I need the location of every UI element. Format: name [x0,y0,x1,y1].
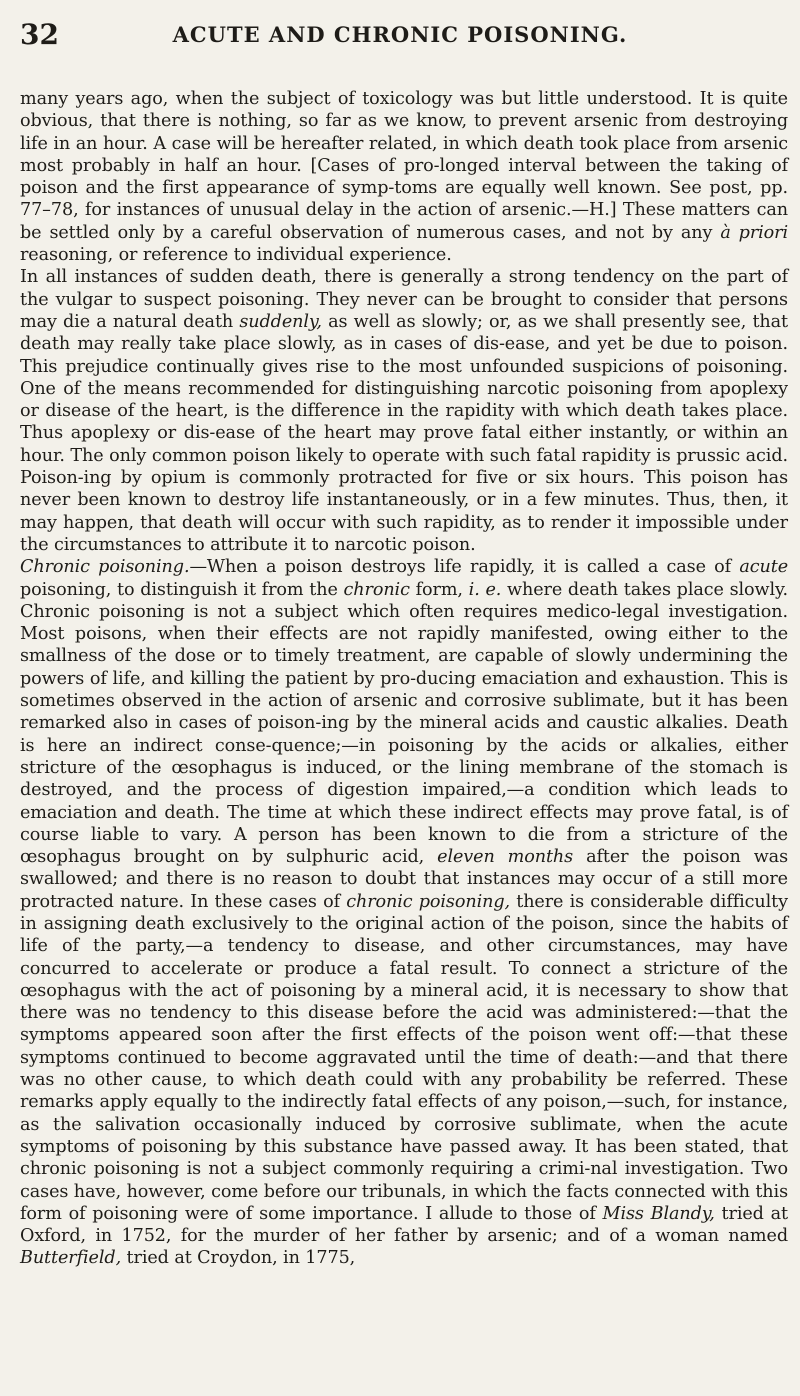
paragraph [20,266,788,556]
italic-text: i. e. [468,579,502,600]
text-run: as well as slowly; or, as we shall presently see, that death may really take place slowly, as in cases of dis-ease, and yet be due to poison. This prejudice continually gives rise to the most unfounded suspicions of poisoning. One of the means recommended for distinguishing narcotic poisoning from apoplexy or disease of the heart, is the difference in the rapidity with which death takes place. Thus apoplexy or dis-ease of the heart may prove fatal either instantly, or within an hour. The only common poison likely to operate with such fatal rapidity is prussic acid. Poison-ing by opium is commonly protracted for five or six hours. This poison has never been known to destroy life instantaneously, or in a few minutes. Thus, then, it may happen, that death will occur with such rapidity, as to render it impossible under the circumstances to attribute it to narcotic poison. [20,311,789,555]
text-run: poisoning, to distinguish it from the [20,579,344,600]
paragraph [20,88,788,266]
page-number: 32 [20,18,59,51]
italic-text: Chronic poisoning. [20,557,190,578]
italic-text: chronic poisoning, [346,891,510,912]
text-run: where death takes place slowly. Chronic poisoning is not a subject which often requires medico-legal investigation. Most poisons, when their effects are not rapidly manifested, owing either to the smallness of the dose or to timely treatment, are capable of slowly undermining the powers of life, and killing the patient by pro-ducing emaciation and exhaustion. This is sometimes observed in the action of arsenic and corrosive sublimate, but it has been remarked also in cases of poison-ing by the mineral acids and caustic alkalies. Death is here an indirect conse-quence;—in poisoning by the acids or alkalies, either stricture of the œsophagus is induced, or the lining membrane of the stomach is destroyed, and the process of digestion impaired,—a condition which leads to emaciation and death. The time at which these indirect effects may prove fatal, is of course liable to vary. A person has been known to die from a stricture of the œsophagus brought on by sulphuric acid, [20,579,789,868]
italic-text: acute [739,557,788,578]
running-title: ACUTE AND CHRONIC POISONING. [172,22,628,47]
text-run: reasoning, or reference to individual experience. [20,245,452,266]
italic-text: Miss Blandy, [602,1203,715,1224]
paragraph [20,556,788,1270]
text-run: tried at Croydon, in 1775, [121,1248,356,1269]
text-run: In all instances of sudden death, there is generally a strong tendency on the part of the vulgar to suspect poisoning. They never can be brought to consider that persons may die a natural death [20,267,788,332]
italic-text: Butterfield, [20,1248,122,1269]
italic-text: à priori [720,222,789,243]
text-run: after the poison was swallowed; and there is no reason to doubt that instances may occur of a still more protracted nature. In these cases of [20,847,789,912]
body-text [20,88,788,1270]
text-run: form, [409,579,469,600]
italic-text: eleven months [437,847,574,868]
text-run: there is considerable difficulty in assigning death exclusively to the original action of the poison, since the habits of life of the party,—a tendency to disease, and other circumstances, may have concurred to accelerate or produce a fatal result. To connect a stricture of the œsophagus with the act of poisoning by a mineral acid, it is necessary to show that there was no tendency to this disease before the acid was administered:—that the symptoms appeared soon after the first effects of the poison went off:—that these symptoms continued to become aggravated until the time of death:—and that there was no other cause, to which death could with any probability be referred. These remarks apply equally to the indirectly fatal effects of any poison,—such, for instance, as the salivation occasionally induced by corrosive sublimate, when the acute symptoms of poisoning by this substance have passed away. It has been stated, that chronic poisoning is not a subject commonly requiring a crimi-nal investigation. Two cases have, however, come before our tribunals, in which the facts connected with this form of poisoning were of some importance. I allude to those of [20,891,788,1224]
text-run: —When a poison destroys life rapidly, it is called a case of [189,557,740,578]
italic-text: chronic [343,579,410,600]
italic-text: suddenly, [239,311,322,332]
text-run: many years ago, when the subject of toxicology was but little understood. It is quite obvious, that there is nothing, so far as we know, to prevent arsenic from destroying life in an hour. A case will be hereafter related, in which death took place from arsenic most probably in half an hour. [Cases of pro-longed interval between the taking of poison and the first appearance of symp-toms are equally well known. See post, pp. 77–78, for instances of unusual delay in the action of arsenic.—H.] These matters can be settled only by a careful observation of numerous cases, and not by any [20,89,788,243]
page-header [20,8,780,52]
text-run: tried at Oxford, in 1752, for the murder of her father by arsenic; and of a woman named [20,1203,788,1247]
